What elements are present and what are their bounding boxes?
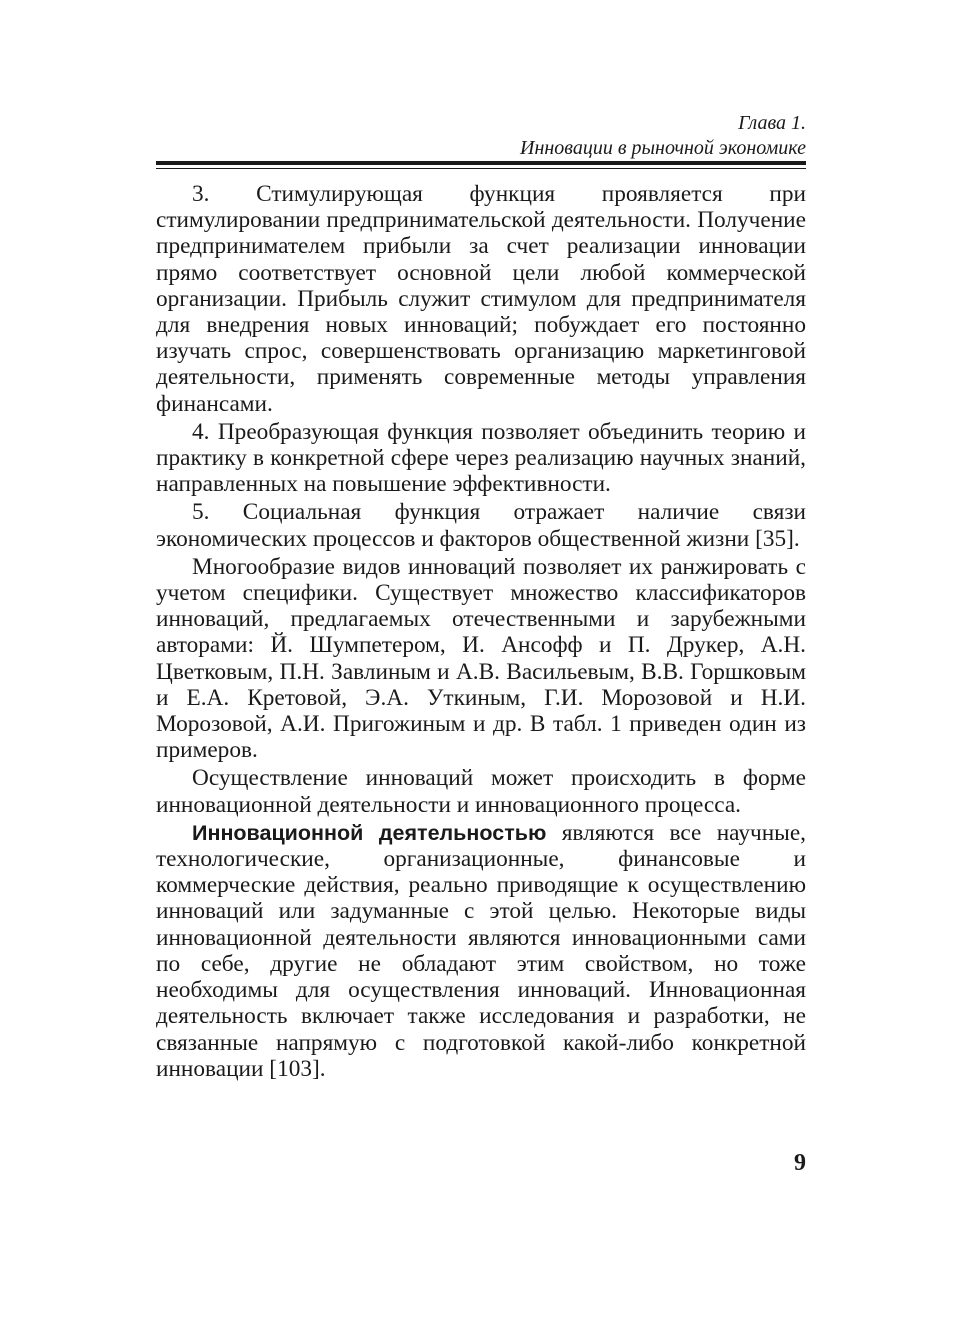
- definition-text: являются все научные, технологические, организационные, финансовые и коммерческие действия, реально приводящие к осуществлению инноваций или задуманные с этой целью. Некоторые виды инновационной деятельности являются инновационными сами по себе, другие не обладают этим свойством, но тоже необходимы для осуществления инноваций. Инновационная деятельность включает также исследования и разработки, не связанные напрямую с подготовкой какой-либо конкретной инновации [103].: [156, 819, 806, 1082]
- header-rule-thin: [156, 168, 806, 169]
- running-header: [520, 111, 806, 161]
- chapter-title: Инновации в рыночной экономике: [520, 137, 806, 159]
- paragraph-forms-of-innovation: Осуществление инноваций может происходить в форме инновационной деятельности и инновационного процесса.: [156, 765, 806, 818]
- paragraph-innovation-activity: [156, 820, 806, 1082]
- chapter-label: Глава 1.: [738, 112, 806, 134]
- paragraph-classifiers: Многообразие видов инноваций позволяет их ранжировать с учетом специфики. Существует множество классификаторов инноваций, предлагаемых отечественными и зарубежными авторами: Й. Шумпетером, И. Ансофф и П. Друкер, А.Н. Цветковым, П.Н. Завлиным и А.В. Васильевым, В.В. Горшковым и Е.А. Кретовой, Э.А. Уткиным, Г.И. Морозовой и Н.И. Морозовой, А.И. Пригожиным и др. В табл. 1 приведен один из примеров.: [156, 553, 806, 764]
- header-rule-thick: [156, 161, 806, 165]
- paragraph-transforming-function: 4. Преобразующая функция позволяет объединить теорию и практику в конкретной сфере через реализацию научных знаний, направленных на повышение эффективности.: [156, 418, 806, 498]
- paragraph-stimulating-function: 3. Стимулирующая функция проявляется при стимулировании предпринимательской деятельности. Получение предпринимателем прибыли за счет реализации инновации прямо соответствует основной цели любой коммерческой организации. Прибыль служит стимулом для предпринимателя для внедрения новых инноваций; побуждает его постоянно изучать спрос, совершенствовать организацию маркетинговой деятельности, применять современные методы управления финансами.: [156, 181, 806, 417]
- body-text: [156, 181, 806, 1082]
- paragraph-social-function: 5. Социальная функция отражает наличие связи экономических процессов и факторов общественной жизни [35].: [156, 499, 806, 552]
- page-number: 9: [794, 1150, 806, 1176]
- defined-term: Инновационной деятельностью: [192, 820, 547, 845]
